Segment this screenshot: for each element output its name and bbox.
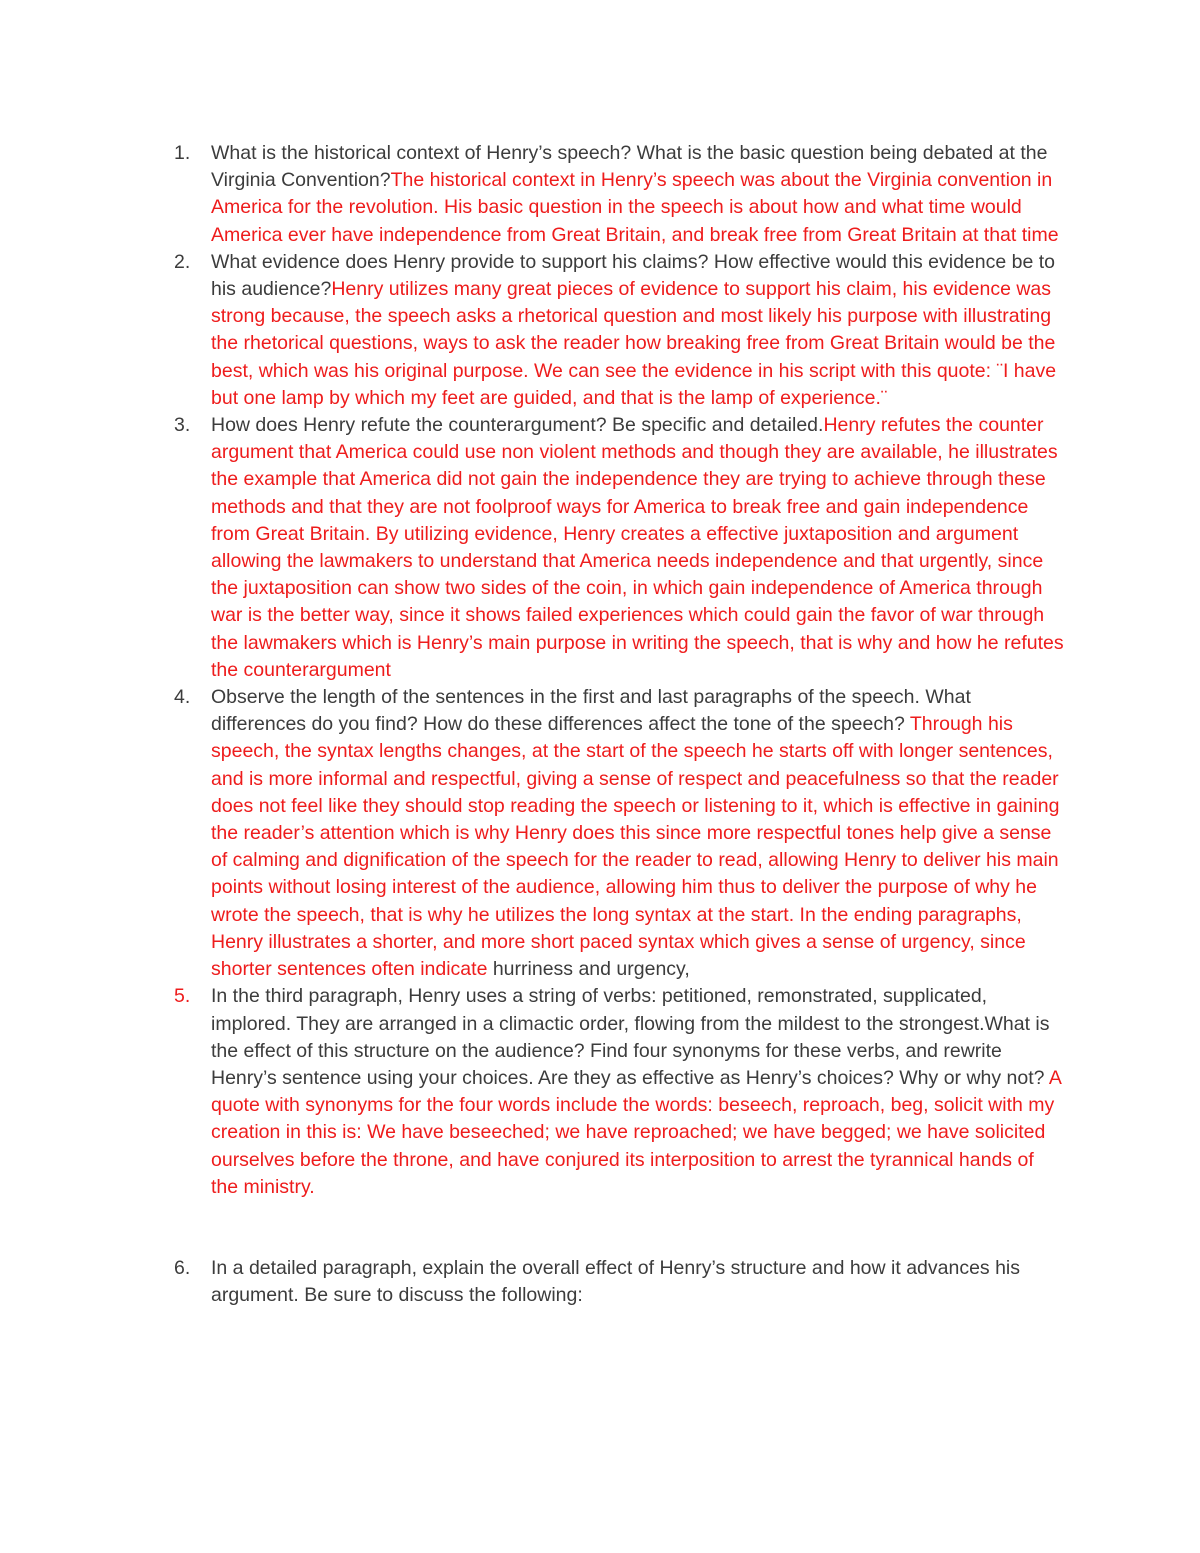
question-number: 4. (174, 686, 191, 709)
paragraph-gap (0, 1201, 1200, 1255)
question-prompt: In the third paragraph, Henry uses a string of verbs: petitioned, remonstrated, supplicated, implored. They are arranged in a climactic order, flowing from the mildest to the strongest.What is the effect of this structure on the audience? Find four synonyms for these verbs, and rewrite Henry’s sentence using your choices. Are they as effective as Henry’s choices? Why or why not? (211, 985, 1050, 1089)
document-page (0, 140, 1200, 1309)
question-prompt: Observe the length of the sentences in the first and last paragraphs of the speech. What differences do you find? How do these differences affect the tone of the speech? (211, 686, 971, 736)
question-item-5 (0, 983, 1200, 1201)
question-item-2 (0, 249, 1200, 412)
answer-text: A quote with synonyms for the four words include the words: beseech, reproach, beg, solicit with my creation in this is: We have beseeched; we have reproached; we have begged; we have solicited ourselves before the throne, and have conjured its interposition to arrest the tyrannical hands of the ministry. (211, 1066, 1061, 1198)
question-prompt: In a detailed paragraph, explain the overall effect of Henry’s structure and how it advances his argument. Be sure to discuss the following: (211, 1256, 1021, 1307)
question-prompt: What evidence does Henry provide to support his claims? How effective would this evidence be to his audience? (211, 250, 1056, 301)
answer-text: Henry utilizes many great pieces of evidence to support his claim, his evidence was strong because, the speech asks a rhetorical question and most likely his purpose with illustrating the rhetorical questions, ways to ask the reader how breaking free from Great Britain would be the best, which was his original purpose. We can see the evidence in his script with this quote: ¨I have but one lamp by which my feet are guided, and that is the lamp of experience.¨ (211, 278, 1057, 409)
question-prompt: How does Henry refute the counterargument? Be specific and detailed. (211, 414, 824, 437)
question-number: 6. (174, 1256, 191, 1279)
answer-tail-text: hurriness and urgency, (487, 958, 690, 981)
answer-text: Through his speech, the syntax lengths changes, at the start of the speech he starts off with longer sentences, and is more informal and respectful, giving a sense of respect and peacefulness so that the reader does not feel like they should stop reading the speech or listening to it, which is effective in gaining the reader’s attention which is why Henry does this since more respectful tones help give a sense of calming and dignification of the speech for the reader to read, allowing Henry to deliver his main points without losing interest of the audience, allowing him thus to deliver the purpose of why he wrote the speech, that is why he utilizes the long syntax at the start. In the ending paragraphs, Henry illustrates a shorter, and more short paced syntax which gives a sense of urgency, since shorter sentences often indicate (211, 713, 1060, 981)
question-item-6 (0, 1255, 1200, 1309)
answer-text: Henry refutes the counter argument that America could use non violent methods and though they are available, he illustrates the example that America did not gain the independence they are trying to achieve through these methods and that they are not foolproof ways for America to break free and gain independence from Great Britain. By utilizing evidence, Henry creates a effective juxtaposition and argument allowing the lawmakers to understand that America needs independence and that urgently, since the juxtaposition can show two sides of the coin, in which gain independence of America through war is the better way, since it shows failed experiences which could gain the favor of war through the lawmakers which is Henry’s main purpose in writing the speech, that is why and how he refutes the counterargument (211, 414, 1064, 681)
question-item-4 (0, 684, 1200, 983)
answer-text: The historical context in Henry’s speech was about the Virginia convention in America for the revolution. His basic question in the speech is about how and what time would America ever have independence from Great Britain, and break free from Great Britain at that time (211, 169, 1059, 246)
question-item-1 (0, 140, 1200, 249)
question-number: 2. (174, 250, 191, 273)
question-prompt: What is the historical context of Henry’s speech? What is the basic question being debated at the Virginia Convention? (211, 142, 1048, 192)
question-number: 5. (174, 985, 191, 1008)
question-number: 1. (174, 142, 191, 164)
question-item-3 (0, 412, 1200, 684)
question-number: 3. (174, 414, 191, 437)
